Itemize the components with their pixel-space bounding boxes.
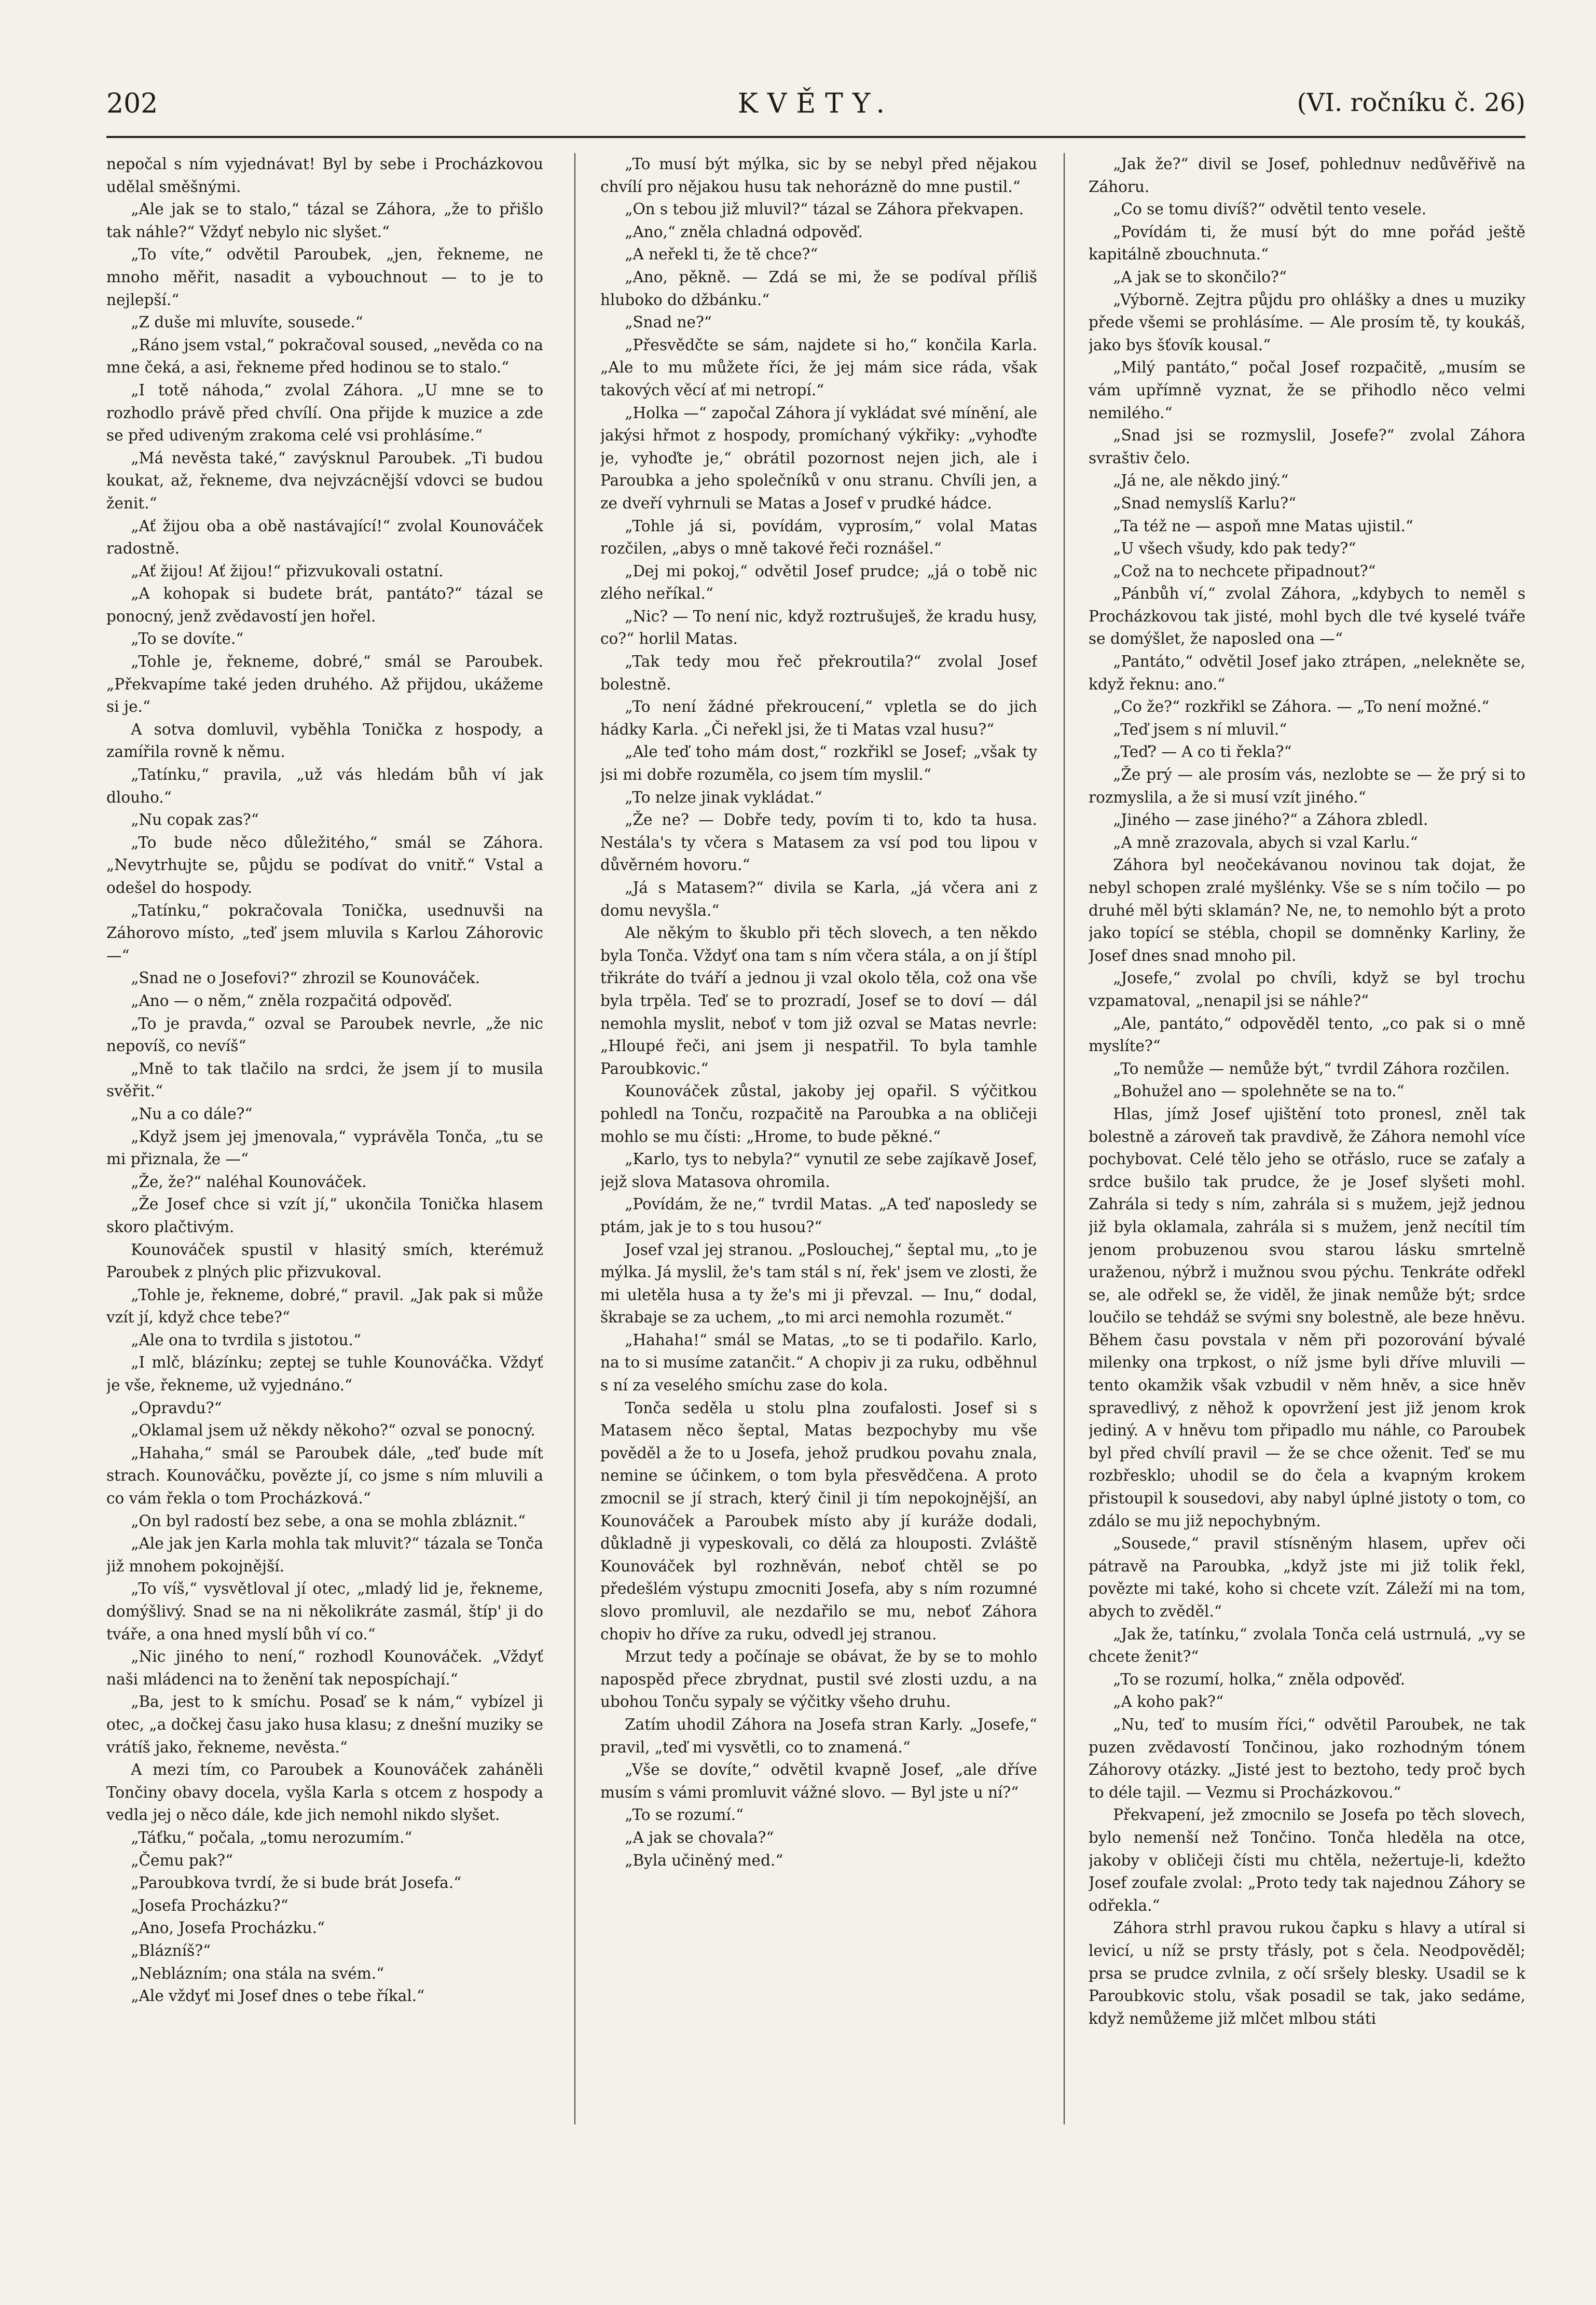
- paragraph: „Dej mi pokoj,“ odvětil Josef prudce; „já o tobě nic zlého neříkal.“: [600, 562, 1037, 603]
- paragraph: „To není žádné překroucení,“ vpletla se do jich hádky Karla. „Či neřekl jsi, že ti Matas vzal husu?“: [600, 698, 1037, 738]
- paragraph: „Ano, Josefa Procházku.“: [131, 1919, 325, 1937]
- paragraph: „Byla učiněný med.“: [625, 1851, 783, 1869]
- paragraph: Hlas, jímž Josef ujištění toto pronesl, zněl tak bolestně a zároveň tak pravdivě, že Záhora nemohl více pochybovat. Celé tělo jeho se otřáslo, ruce se zaťaly a srdce bušilo tak prudce, že je Josef slyšeti mohl. Zahrála si tedy s ním, zahrála si s mužem, jejž jednou již byla oklamala, zahrála si s mužem, jenž necítil tím jenom probuzenou svou starou lásku smrtelně uraženou, nýbrž i mužnou svou pýchu. Tenkráte odřekl se, ale odřekl se, že viděl, že jinak nemůže být; srdce loučilo se tehdáž se svými sny bolestně, ale beze hněvu. Během času povstala v něm při pozorování bývalé milenky ona trpkost, o níž jsme byli dříve mluvili — tento okamžik však vzbudil v něm hněv, a sice hněv spravedlivý, z něhož k opovržení jest již jenom krok jediný. A v hněvu tom připadlo mu náhle, co Paroubek byl před chvílí pravil — že se chce oženit. Teď se mu rozbřesklo; uhodil se do čela a kvapným krokem přistoupil k sousedovi, aby nabyl úplné jistoty o tom, co zdálo se mu již nepochybným.: [1089, 1105, 1525, 1530]
- volume-info: (VI. ročníku č. 26): [1297, 88, 1525, 117]
- paragraph: Záhora byl neočekávanou novinou tak dojat, že nebyl schopen zralé myšlénky. Vše se s ním točilo — po druhé měl býti sklamán? Ne, ne, to nemohlo být a proto jako topící se stébla, chopil se domněnky Karliny, že Josef dnes snad mnoho pil.: [1089, 856, 1525, 964]
- paragraph: „Karlo, tys to nebyla?“ vynutil ze sebe zajíkavě Josef, jejž slova Matasova ohromila.: [600, 1150, 1037, 1191]
- paragraph: „Neblázním; ona stála na svém.“: [131, 1964, 384, 1982]
- paragraph: „Povídám, že ne,“ tvrdil Matas. „A teď naposledy se ptám, jak je to s tou husou?“: [600, 1195, 1037, 1236]
- paragraph: „Čemu pak?“: [131, 1851, 233, 1869]
- paragraph: „Nic jiného to není,“ rozhodl Kounováček. „Vždyť naši mládenci na to ženění tak nepospíchají.“: [106, 1648, 543, 1688]
- column-1: [106, 153, 543, 2192]
- paragraph: „To musí být mýlka, sic by se nebyl před nějakou chvílí pro nějakou husu tak nehorázně do mne pustil.“: [600, 155, 1037, 196]
- paragraph: „Nu copak zas?“: [131, 811, 259, 829]
- paragraph: „Má nevěsta také,“ zavýsknul Paroubek. „Ti budou koukat, až, řekneme, dva nejvzácnější vdovci se budou ženit.“: [106, 449, 543, 512]
- paragraph: Zatím uhodil Záhora na Josefa stran Karly. „Josefe,“ pravil, „teď mi vysvětli, co to znamená.“: [600, 1715, 1037, 1756]
- paragraph: „Pánbůh ví,“ zvolal Záhora, „kdybych to neměl s Procházkovou tak jisté, mohl bych dle tvé kyselé tváře se domýšlet, že naposled ona —“: [1089, 585, 1525, 648]
- column-3: [1089, 153, 1525, 2192]
- paragraph: „I totě náhoda,“ zvolal Záhora. „U mne se to rozhodlo právě před chvílí. Ona přijde k muzice a zde se před udiveným zrakoma celé vsi prohlásíme.“: [106, 381, 543, 445]
- paragraph: „A jak se chovala?“: [625, 1828, 774, 1846]
- paragraph: „Tohle je, řekneme, dobré,“ smál se Paroubek. „Překvapíme také jeden druhého. Až přijdou, ukážeme si je.“: [106, 653, 543, 716]
- page-number: 202: [106, 88, 158, 119]
- paragraph: „Tak tedy mou řeč překroutila?“ zvolal Josef bolestně.: [600, 653, 1037, 693]
- paragraph: „Tohle je, řekneme, dobré,“ pravil. „Jak pak si může vzít jí, když chce tebe?“: [106, 1286, 543, 1327]
- paragraph: „Ale ona to tvrdila s jistotou.“: [131, 1331, 362, 1349]
- header-rule: [106, 136, 1525, 138]
- paragraph: „Z duše mi mluvíte, sousede.“: [131, 313, 363, 332]
- paragraph: „To nemůže — nemůže být,“ tvrdil Záhora rozčilen.: [1113, 1059, 1510, 1078]
- paragraph: „A kohopak si budete brát, pantáto?“ tázal se ponocný, jenž zvědavostí jen hořel.: [106, 585, 543, 625]
- paragraph: „Ale, pantáto,“ odpověděl tento, „co pak si o mně myslíte?“: [1089, 1014, 1525, 1055]
- paragraph: „Výborně. Zejtra půjdu pro ohlášky a dnes u muziky přede všemi se prohlásíme. — Ale prosím tě, ty koukáš, jako bys šťovík kousal.“: [1089, 291, 1525, 354]
- paragraph: Záhora strhl pravou rukou čapku s hlavy a utíral si levicí, u níž se prsty třásly, pot s čela. Neodpověděl; prsa se prudce zvlnila, z očí sršely blesky. Usadil se k Paroubkovic stolu, však posadil se tak, jako sedáme, když nemůžeme již mlčet mlbou státi: [1089, 1919, 1525, 2027]
- paragraph: „Ať žijou oba a obě nastávající!“ zvolal Kounováček radostně.: [106, 517, 543, 558]
- paragraph: „Přesvědčte se sám, najdete si ho,“ končila Karla. „Ale to mu můžete říci, že jej mám sice ráda, však takových věcí ať mi netropí.“: [600, 336, 1037, 399]
- column-divider: [1064, 153, 1065, 2124]
- column-2: [600, 153, 1037, 2192]
- paragraph: „Teď jsem s ní mluvil.“: [1113, 720, 1287, 738]
- paragraph: „A neřekl ti, že tě chce?“: [625, 245, 818, 264]
- paragraph: „On s tebou již mluvil?“ tázal se Záhora překvapen.: [625, 200, 1024, 218]
- paragraph: nepočal s ním vyjednávat! Byl by sebe i Procházkovou udělal směšnými.: [106, 155, 543, 196]
- paragraph: „Ano, pěkně. — Zdá se mi, že se podíval příliš hluboko do džbánku.“: [600, 268, 1037, 309]
- paragraph: „Blázníš?“: [131, 1941, 211, 1959]
- paragraph: „Když jsem jej jmenovala,“ vyprávěla Tonča, „tu se mi přiznala, že —“: [106, 1127, 543, 1168]
- journal-title: KVĚTY.: [737, 88, 895, 119]
- paragraph: Kounováček spustil v hlasitý smích, kterémuž Paroubek z plných plic přizvukoval.: [106, 1240, 543, 1281]
- paragraph: „To se rozumí, holka,“ zněla odpověď.: [1113, 1670, 1406, 1688]
- paragraph: „Ale vždyť mi Josef dnes o tebe říkal.“: [131, 1987, 425, 2005]
- paragraph: A sotva domluvil, vyběhla Tonička z hospody, a zamířila rovně k němu.: [106, 720, 543, 761]
- paragraph: Překvapení, jež zmocnilo se Josefa po těch slovech, bylo nemenší než Tončino. Tonča hleděla na otce, jakoby v obličeji čísti mu chtěla, nežertuje-li, kdežto Josef zoufale zvolal: „Proto tedy tak najednou Záhory se odřekla.“: [1089, 1806, 1525, 1914]
- paragraph: „Snad ne o Josefovi?“ zhrozil se Kounováček.: [131, 969, 480, 987]
- paragraph: „Že, že?“ naléhal Kounováček.: [131, 1172, 367, 1191]
- paragraph: „Což na to nechcete připadnout?“: [1113, 562, 1376, 580]
- paragraph: „I mlč, blázínku; zeptej se tuhle Kounováčka. Vždyť je vše, řekneme, už vyjednáno.“: [106, 1354, 543, 1395]
- paragraph: „On byl radostí bez sebe, a ona se mohla zbláznit.“: [131, 1512, 526, 1530]
- paragraph: „A jak se to skončilo?“: [1113, 268, 1287, 286]
- paragraph: „To je pravda,“ ozval se Paroubek nevrle, „že nic nepovíš, co nevíš“: [106, 1014, 543, 1055]
- paragraph: „Snad jsi se rozmyslil, Josefe?“ zvolal Záhora svraštiv čelo.: [1089, 426, 1525, 467]
- paragraph: „Povídám ti, že musí být do mne pořád ještě kapitálně zbouchnuta.“: [1089, 223, 1525, 264]
- paragraph: „Josefe,“ zvolal po chvíli, když se byl trochu vzpamatoval, „nenapil jsi se náhle?“: [1089, 969, 1525, 1010]
- paragraph: „Hahaha!“ smál se Matas, „to se ti podařilo. Karlo, na to si musíme zatančit.“ A chopiv ji za ruku, odběhnul s ní za veselého smíchu zase do kola.: [600, 1331, 1037, 1395]
- paragraph: „Ba, jest to k smíchu. Posaď se k nám,“ vybízel ji otec, „a dočkej času jako husa klasu; z dnešní muziky se vrátíš jako, řekneme, nevěsta.“: [106, 1693, 543, 1756]
- paragraph: „To bude něco důležitého,“ smál se Záhora. „Nevytrhujte se, půjdu se podívat do vnitř.“ Vstal a odešel do hospody.: [106, 833, 543, 896]
- column-divider: [574, 153, 575, 2124]
- paragraph: Mrzut tedy a počínaje se obávat, že by se to mohlo napospěd přece zbrydnat, pustil své zlosti uzdu, a na ubohou Tonču sypaly se výčitky všeho druhu.: [600, 1648, 1037, 1711]
- paragraph: „Tohle já si, povídám, vyprosím,“ volal Matas rozčilen, „abys o mně takové řeči roznášel.“: [600, 517, 1037, 558]
- paragraph: „Ta též ne — aspoň mne Matas ujistil.“: [1113, 517, 1413, 535]
- paragraph: „Opravdu?“: [131, 1399, 222, 1417]
- paragraph: Kounováček zůstal, jakoby jej opařil. S výčitkou pohledl na Tonču, rozpačitě na Paroubka a na obličeji mohlo se mu čísti: „Hrome, to bude pěkné.“: [600, 1082, 1037, 1145]
- paragraph: „Ano,“ zněla chladná odpověď.: [625, 223, 863, 241]
- paragraph: „To víte,“ odvětil Paroubek, „jen, řekneme, ne mnoho měřit, nasadit a vybouchnout — to je to nejlepší.“: [106, 245, 543, 309]
- paragraph: „Že Josef chce si vzít jí,“ ukončila Tonička hlasem skoro plačtivým.: [106, 1195, 543, 1236]
- paragraph: „Já s Matasem?“ divila se Karla, „já včera ani z domu nevyšla.“: [600, 879, 1037, 919]
- paragraph: „Tatínku,“ pokračovala Tonička, usednuvši na Záhorovo místo, „teď jsem mluvila s Karlou Záhorovic —“: [106, 901, 543, 964]
- paragraph: Josef vzal jej stranou. „Poslouchej,“ šeptal mu, „to je mýlka. Já myslil, že's tam stál s ní, řek' jsem ve zlosti, že mi uletěla husa a ty že's mi ji převzal. — Inu,“ dodal, škrabaje se za uchem, „to mi arci nemohla rozumět.“: [600, 1240, 1037, 1327]
- paragraph: „To nelze jinak vykládat.“: [625, 788, 822, 806]
- paragraph: „To se dovíte.“: [131, 630, 244, 648]
- paragraph: „Co že?“ rozkřikl se Záhora. — „To není možné.“: [1113, 698, 1490, 716]
- paragraph: „Že ne? — Dobře tedy, povím ti to, kdo ta husa. Nestála's ty včera s Matasem za vsí pod tou lipou v důvěrném hovoru.“: [600, 811, 1037, 874]
- paragraph: „Nic? — To není nic, když roztrušuješ, že kradu husy, co?“ horlil Matas.: [600, 607, 1037, 648]
- paragraph: „Pantáto,“ odvětil Josef jako ztrápen, „nelekněte se, když řeknu: ano.“: [1089, 653, 1525, 693]
- paragraph: „Paroubkova tvrdí, že si bude brát Josefa.“: [131, 1874, 462, 1892]
- paragraph: „Snad ne?“: [625, 313, 712, 332]
- paragraph: „To se rozumí.“: [625, 1806, 744, 1824]
- paragraph: „Nu a co dále?“: [131, 1105, 253, 1123]
- paragraph: „Jak že?“ divil se Josef, pohlednuv nedůvěřivě na Záhoru.: [1089, 155, 1525, 196]
- paragraph: „A koho pak?“: [1113, 1693, 1224, 1711]
- paragraph: „Teď? — A co ti řekla?“: [1113, 743, 1292, 761]
- paragraph: „Snad nemyslíš Karlu?“: [1113, 494, 1297, 512]
- paragraph: „Bohužel ano — spolehněte se na to.“: [1113, 1082, 1405, 1100]
- paragraph: A mezi tím, co Paroubek a Kounováček zaháněli Tončiny obavy docela, vyšla Karla s otcem z hospody a vedla jej o něco dále, kde jich nemohl nikdo slyšet.: [106, 1761, 543, 1824]
- paragraph: „Milý pantáto,“ počal Josef rozpačitě, „musím se vám upřímně vyznat, že se přihodlo něco velmi nemilého.“: [1089, 358, 1525, 422]
- paragraph: „To víš,“ vysvětloval jí otec, „mladý lid je, řekneme, domýšlivý. Snad se na ni několikráte zasmál, štíp' ji do tváře, a ona hned myslí bůh ví co.“: [106, 1580, 543, 1643]
- paragraph: „Vše se dovíte,“ odvětil kvapně Josef, „ale dříve musím s vámi promluvit vážné slovo. — Byl jste u ní?“: [600, 1761, 1037, 1801]
- paragraph: „Ať žijou! Ať žijou!“ přizvukovali ostatní.: [131, 562, 444, 580]
- paragraph: „Nu, teď to musím říci,“ odvětil Paroubek, ne tak puzen zvědavostí Tončinou, jako rozhodným tónem Záhorovy otázky. „Jisté jest to beztoho, tedy proč bych to déle tajil. — Vezmu si Procházkovou.“: [1089, 1715, 1525, 1801]
- paragraph: „Ale jak jen Karla mohla tak mluvit?“ tázala se Tonča již mnohem pokojnější.: [106, 1535, 543, 1575]
- paragraph: „Josefa Procházku?“: [131, 1896, 288, 1914]
- paragraph: „Sousede,“ pravil stísněným hlasem, upřev oči pátravě na Paroubka, „když jste mi již tolik řekl, povězte mi také, koho si chcete vzít. Záleží mi na tom, abych to zvěděl.“: [1089, 1535, 1525, 1620]
- paragraph: „Co se tomu divíš?“ odvětil tento vesele.: [1113, 200, 1427, 218]
- paragraph: „Jiného — zase jiného?“ a Záhora zbledl.: [1113, 811, 1428, 829]
- article-body: [106, 153, 1525, 2228]
- paragraph: „Mně to tak tlačilo na srdci, že jsem jí to musila svěřit.“: [106, 1059, 543, 1100]
- paragraph: „A mně zrazovala, abych si vzal Karlu.“: [1113, 833, 1418, 851]
- paragraph: „Hahaha,“ smál se Paroubek dále, „teď bude mít strach. Kounováčku, povězte jí, co jsme s ním mluvili a co vám řekla o tom Procházková.“: [106, 1444, 543, 1508]
- paragraph: „Já ne, ale někdo jiný.“: [1113, 472, 1289, 490]
- paragraph: „Ráno jsem vstal,“ pokračoval soused, „nevěda co na mne čeká, a asi, řekneme před hodinou se to stalo.“: [106, 336, 543, 377]
- paragraph: „Jak že, tatínku,“ zvolala Tonča celá ustrnulá, „vy se chcete ženit?“: [1089, 1625, 1525, 1666]
- paragraph: „Tatínku,“ pravila, „už vás hledám bůh ví jak dlouho.“: [106, 766, 543, 806]
- paragraph: Ale někým to škublo při těch slovech, a ten někdo byla Tonča. Vždyť ona tam s ním včera stála, a on jí štípl třikráte do tváří a jednou ji vzal okolo těla, což ona vše byla trpěla. Teď se to prozradí, Josef se to doví — dál nemohla myslit, neboť v tom již ozval se Matas nevrle: „Hloupé řeči, ani jsem ji nespatřil. To byla tamhle Paroubkovic.“: [600, 924, 1037, 1078]
- paragraph: „Holka —“ započal Záhora jí vykládat své mínění, ale jakýsi hřmot z hospody, promíchaný výkřiky: „vyhoďte je, vyhoďte je,“ obrátil pozornost nejen jich, ale i Paroubka a jeho společníků v onu stranu. Chvíli jen, a ze dveří vyhrnuli se Matas a Josef v prudké hádce.: [600, 404, 1037, 512]
- paragraph: „Oklamal jsem už někdy někoho?“ ozval se ponocný.: [131, 1421, 535, 1440]
- paragraph: „Táťku,“ počala, „tomu nerozumím.“: [131, 1828, 412, 1846]
- paragraph: „Že prý — ale prosím vás, nezlobte se — že prý si to rozmyslila, a že si musí vzít jiného.“: [1089, 766, 1525, 806]
- paragraph: „Ale teď toho mám dost,“ rozkřikl se Josef; „však ty jsi mi dobře rozuměla, co jsem tím myslil.“: [600, 743, 1037, 784]
- paragraph: Tonča seděla u stolu plna zoufalosti. Josef si s Matasem něco šeptal, Matas bezpochyby mu vše pověděl a že to u Josefa, jehož prudkou povahu znala, nemine se účinkem, o tom byla přesvědčena. A proto zmocnil se jí strach, který činil ji tím nepokojnější, an Kounováček a Paroubek místo aby jí kuráže dodali, důkladně ji vypeskovali, co dělá za hlouposti. Zvláště Kounováček byl rozhněván, neboť chtěl se po předešlém výstupu zmocniti Josefa, aby s ním rozumné slovo promluvil, ale nezdařilo se mu, neboť Záhora chopiv ho dříve za ruku, odvedl jej stranou.: [600, 1399, 1037, 1643]
- paragraph: „Ale jak se to stalo,“ tázal se Záhora, „že to přišlo tak náhle?“ Vždyť nebylo nic slyšet.“: [106, 200, 543, 241]
- page-header: [106, 88, 1525, 130]
- paragraph: „Ano — o něm,“ zněla rozpačitá odpověď.: [131, 991, 452, 1010]
- paragraph: „U všech všudy, kdo pak tedy?“: [1113, 540, 1356, 558]
